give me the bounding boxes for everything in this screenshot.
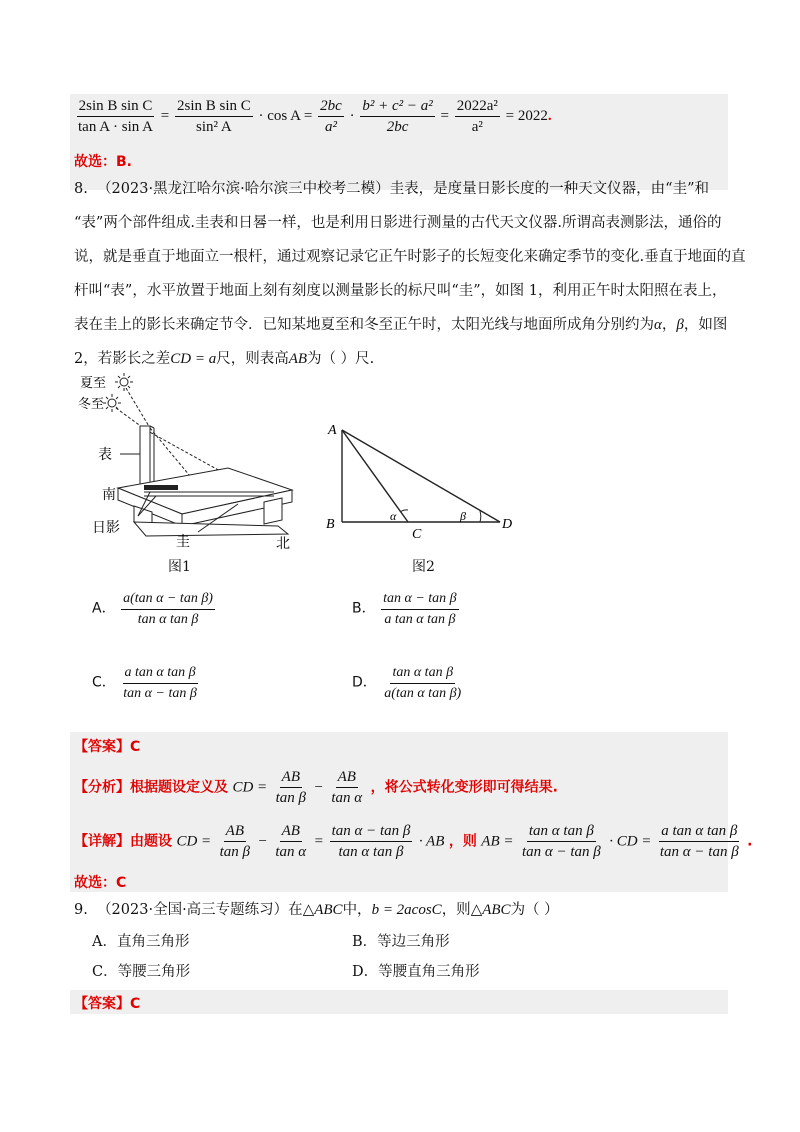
q9-option-B[interactable]: B．等边三角形 [352, 934, 450, 950]
fraction: $\frac{\text{b² + c² − a²}}{2bc}$ [362, 98, 433, 135]
fraction: $\frac{\text{2sin B sin C}}{\text{tan A · sin A}}$ [78, 98, 154, 135]
angle-beta: β [460, 509, 466, 523]
q8-detail: 【详解】由题设 CD = $\frac{AB}{\text{tan β}}$ − $\frac{AB}{\text{tan α}}$ = $\frac{\text{tan α − tan β}}{\text{tan α tan β}}$ · AB ，则 AB = $\frac{\text{tan α tan β}}{\text{tan α − tan β}}$ · CD = $\frac{\text{a tan α tan β}}{\text{tan α − tan β}}$ . [74, 823, 753, 860]
label-shadow: 日影 [92, 520, 120, 536]
label-gui: 圭 [176, 534, 190, 550]
q7-choice: 故选：B. [74, 154, 132, 170]
fraction: $\frac{\text{a tan α tan β}}{\text{tan α − tan β}}$ [123, 665, 197, 701]
label-biao: 表 [98, 447, 112, 463]
fraction: $\frac{AB}{\text{tan β}}$ [219, 823, 251, 860]
sun-icon [115, 373, 133, 391]
q8-analysis: 【分析】根据题设定义及 CD = $\frac{AB}{\text{tan β}}$ − $\frac{AB}{\text{tan α}}$ ，将公式转化变形即可得结果. [74, 769, 558, 806]
q8-choice: 故选：C [74, 875, 127, 891]
fraction: $\frac{AB}{\text{tan α}}$ [275, 823, 307, 860]
figure-2-triangle [320, 418, 520, 548]
label-north: 北 [276, 536, 290, 552]
figure-1-gnomon [78, 368, 308, 568]
figure-1-caption: 图1 [168, 559, 191, 575]
fraction: $\frac{\text{a tan α tan β}}{\text{tan α − tan β}}$ [659, 823, 739, 860]
label-summer: 夏至 [80, 376, 107, 391]
fraction: $\frac{\text{a(tan α − tan β)}}{\text{tan α tan β}}$ [123, 591, 213, 627]
point-B: B [326, 517, 335, 532]
fraction: $\frac{\text{2sin B sin C}}{\text{sin² A}}$ [176, 98, 251, 135]
solution-block-q9 [70, 990, 728, 1014]
fraction: $\frac{\text{2022a²}}{\text{a²}}$ [456, 98, 498, 135]
point-A: A [328, 423, 337, 438]
option-C[interactable]: C． $\frac{\text{a tan α tan β}}{\text{tan α − tan β}}$ [92, 665, 197, 701]
q9-option-D[interactable]: D．等腰直角三角形 [352, 964, 480, 980]
figure-2-caption: 图2 [412, 559, 435, 575]
fraction: $\frac{\text{tan α − tan β}}{\text{a tan α tan β}}$ [383, 591, 457, 627]
q9-option-C[interactable]: C．等腰三角形 [92, 964, 191, 980]
point-C: C [412, 527, 422, 542]
option-D[interactable]: D． $\frac{\text{tan α tan β}}{\text{a(tan α tan β)}}$ [352, 665, 462, 701]
point-D: D [502, 517, 513, 532]
q8-answer: 【答案】C [74, 739, 141, 755]
fraction: $\frac{AB}{\text{tan α}}$ [331, 769, 363, 806]
fraction: $\frac{\text{tan α tan β}}{\text{tan α − tan β}}$ [521, 823, 601, 860]
angle-alpha: α [390, 509, 397, 523]
option-B[interactable]: B． $\frac{\text{tan α − tan β}}{\text{a tan α tan β}}$ [352, 591, 457, 627]
option-A[interactable]: A． $\frac{\text{a(tan α − tan β)}}{\text{tan α tan β}}$ [92, 591, 213, 627]
solution-block-q8 [70, 732, 728, 892]
top-formula: $\frac{\text{2sin B sin C}}{\text{tan A · sin A}}$ = $\frac{\text{2sin B sin C}}{\text{sin² A}}$ · cos A = $\frac{2bc}{\text{a²}}$ · $\frac{\text{b² + c² − a²}}{2bc}$ = $\frac{\text{2022a²}}{\text{a²}}$ = 2022. [78, 98, 552, 135]
fraction: $\frac{2bc}{\text{a²}}$ [320, 98, 342, 135]
fraction: $\frac{AB}{\text{tan β}}$ [275, 769, 307, 806]
label-winter: 冬至 [78, 397, 105, 412]
label-south: 南 [102, 487, 116, 503]
fraction: $\frac{\text{tan α tan β}}{\text{a(tan α tan β)}}$ [384, 665, 462, 701]
q9-answer: 【答案】C [74, 996, 141, 1012]
q9-stem: 9. （2023·全国·高三专题练习）在△ABC中，b = 2acosC，则△ABC为（ ） [74, 902, 559, 918]
fraction: $\frac{\text{tan α − tan β}}{\text{tan α tan β}}$ [331, 823, 411, 860]
q9-option-A[interactable]: A．直角三角形 [92, 934, 190, 950]
q8-text: 8. （2023·黑龙江哈尔滨·哈尔滨三中校考二模）圭表，是度量日影长度的一种天文仪器，由“圭”和 “表”两个部件组成.圭表和日晷一样，也是利用日影进行测量的古代天文仪器.所谓高表测影法，通俗的 说，就是垂直于地面立一根杆，通过观察记录它正午时影子的长短变化来确定季节的变化.垂直于地面的直 杆叫“表”，水平放置于地面上刻有刻度以测量影长的标尺叫“圭”，如图 1，利用正午时太阳照在表上， 表在圭上的影长来确定节令．已知某地夏至和冬至正午时，太阳光线与地面所成角分别约为α，β，如图 2，若影长之差CD = a尺，则表高AB为（ ）尺. [74, 181, 746, 367]
